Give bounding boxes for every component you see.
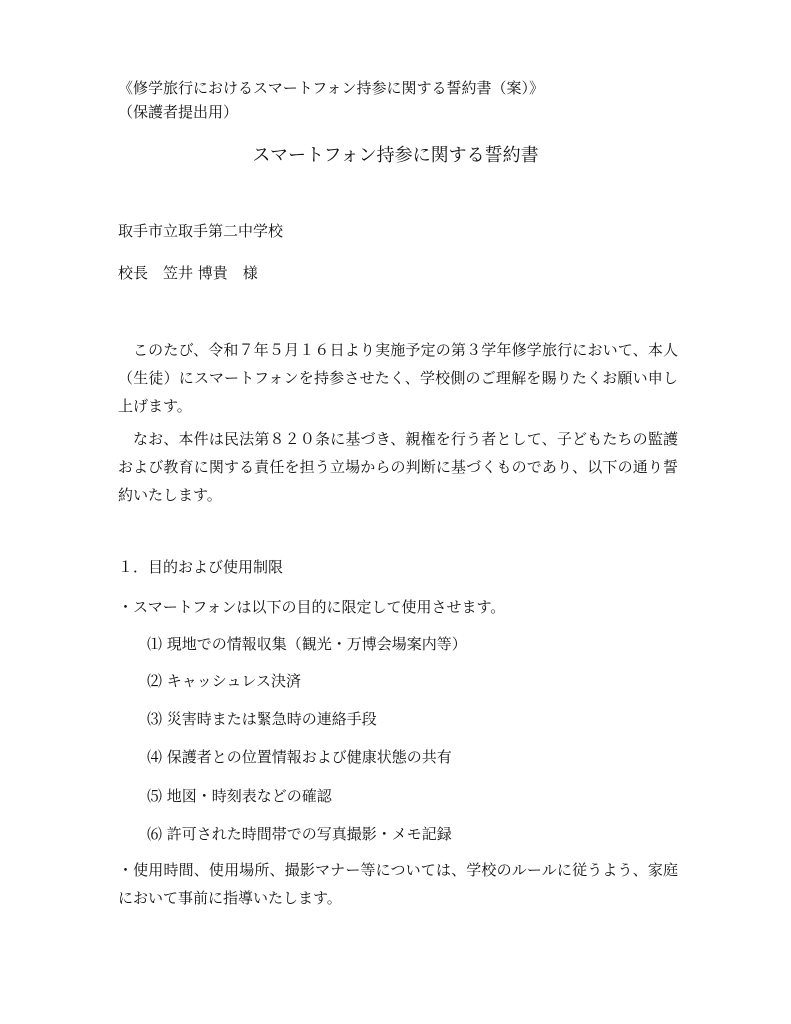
bullet-purpose-limit: ・スマートフォンは以下の目的に限定して使用させます。 bbox=[118, 598, 506, 616]
list-item: ⑴ 現地での情報収集（観光・万博会場案内等） bbox=[147, 635, 467, 653]
list-item: ⑵ キャッシュレス決済 bbox=[147, 672, 302, 690]
recipient-school: 取手市立取手第二中学校 bbox=[118, 222, 284, 240]
section-title-purpose: １．目的および使用制限 bbox=[118, 558, 284, 576]
draft-header-subtitle: （保護者提出用） bbox=[118, 103, 239, 121]
list-item: ⑷ 保護者との位置情報および健康状態の共有 bbox=[147, 748, 452, 766]
paragraph-pledge: なお、本件は民法第８２０条に基づき、親権を行う者として、子どもたちの監護および教育に関する責任を担う立場からの判断に基づくものであり、以下の通り誓約いたします。 bbox=[118, 430, 678, 504]
recipient-principal: 校長 笠井 博貴 様 bbox=[118, 264, 258, 282]
list-item: ⑹ 許可された時間帯での写真撮影・メモ記録 bbox=[147, 825, 452, 843]
bullet-usage-rules: ・使用時間、使用場所、撮影マナー等については、学校のルールに従うよう、家庭において事前に指導いたします。 bbox=[118, 861, 678, 907]
list-item: ⑸ 地図・時刻表などの確認 bbox=[147, 787, 332, 805]
list-item: ⑶ 災害時または緊急時の連絡手段 bbox=[147, 710, 377, 728]
paragraph-request: このたび、令和７年５月１６日より実施予定の第３学年修学旅行において、本人（生徒）にスマートフォンを持参させたく、学校側のご理解を賜りたくお願い申し上げます。 bbox=[118, 341, 678, 415]
draft-header-title: 《修学旅行におけるスマートフォン持参に関する誓約書（案）》 bbox=[118, 79, 545, 97]
page-title: スマートフォン持参に関する誓約書 bbox=[252, 145, 539, 166]
